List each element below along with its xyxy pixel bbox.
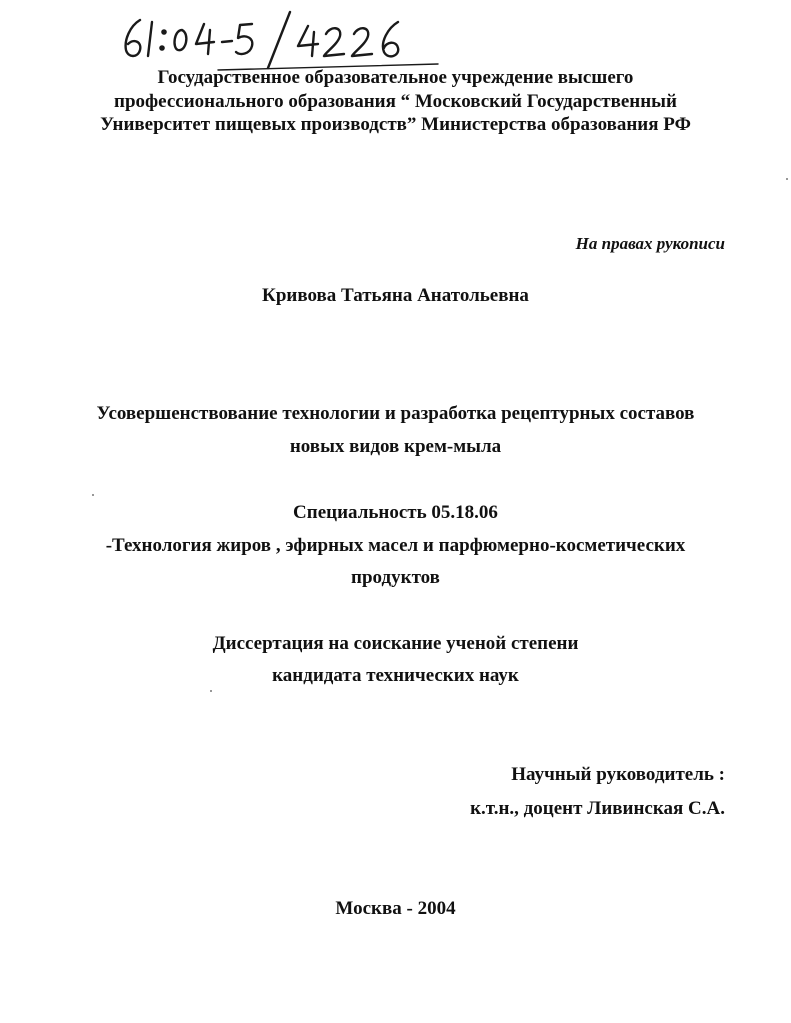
author-name: Кривова Татьяна Анатольевна — [262, 285, 529, 306]
dissertation-title-line-2: новых видов крем-мыла — [289, 436, 502, 457]
degree-line-1: Диссертация на соискание ученой степени — [212, 633, 579, 654]
specialty-line-2: продуктов — [351, 567, 440, 588]
handwritten-archive-number — [118, 8, 448, 74]
specialty-line-1: -Технология жиров , эфирных масел и парфюмерно-косметических — [105, 535, 686, 556]
specialty-label: Специальность 05.18.06 — [293, 502, 498, 523]
manuscript-note: На правах рукописи — [575, 234, 725, 253]
institution-line-2: профессионального образования “ Московский Государственный — [114, 91, 677, 112]
supervisor-label: Научный руководитель : — [511, 764, 725, 785]
scan-speck — [210, 690, 212, 692]
scan-speck — [92, 494, 94, 496]
institution-line-1: Государственное образовательное учреждение высшего — [157, 67, 634, 88]
institution-line-3: Университет пищевых производств” Министерства образования РФ — [100, 114, 691, 135]
supervisor-name: к.т.н., доцент Ливинская С.А. — [470, 798, 725, 819]
degree-line-2: кандидата технических наук — [272, 665, 519, 686]
city-year: Москва - 2004 — [335, 898, 456, 919]
scan-speck — [786, 178, 788, 180]
dissertation-title-line-1: Усовершенствование технологии и разработка рецептурных составов — [96, 403, 695, 424]
